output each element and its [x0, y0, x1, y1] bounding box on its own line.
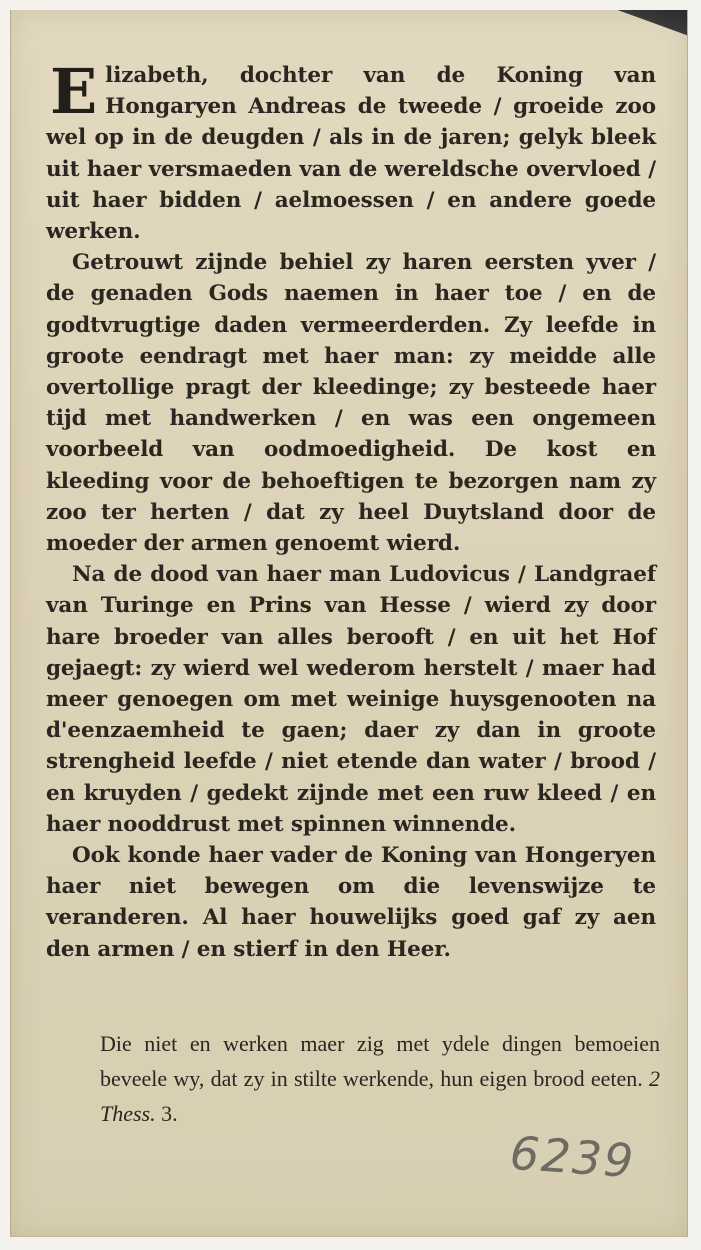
epigraph: [100, 1026, 660, 1131]
paragraph-2: Getrouwt zijnde behiel zy haren eersten yver / de genaden Gods naemen in haer toe / en de godtvrugtige daden vermeerderden. Zy leefde in groote eendragt met haer man: zy meidde alle overtollige pragt der kleedinge; zy besteede haer tijd met handwerken / en was een ongemeen voorbeeld van oodmoedigheid. De kost en kleeding voor de behoeftigen te bezorgen nam zy zoo ter herten / dat zy heel Duytsland door de moeder der armen genoemt wierd.: [46, 250, 656, 557]
dropcap-initial: E: [50, 55, 98, 128]
paragraph-1-text: lizabeth, dochter van de Koning van Hongaryen Andreas de tweede / groeide zoo wel op in de deugden / als in de jaren; gelyk bleek uit haer versmaeden van de wereldsche overvloed / uit haer bidden / aelmoessen / en andere goede werken.: [46, 63, 656, 245]
paragraph-3: Na de dood van haer man Ludovicus / Landgraef van Turinge en Prins van Hesse / wierd zy door hare broeder van alles berooft / en uit het Hof gejaegt: zy wierd wel wederom herstelt / maer had meer genoegen om met weinige huysgenooten na d'eenzaemheid te gaen; daer zy dan in groote strengheid leefde / niet etende dan water / brood / en kruyden / gedekt zijnde met een ruw kleed / en haer nooddrust met spinnen winnende.: [46, 562, 656, 837]
epigraph-reference-chapter: 3.: [161, 1101, 178, 1126]
body-text: [46, 55, 656, 965]
paragraph-1: [46, 55, 656, 247]
epigraph-reference-book: 2 Thess.: [100, 1066, 661, 1126]
scan-corner-shadow: [617, 10, 687, 40]
paragraph-4: Ook konde haer vader de Koning van Hongeryen haer niet bewegen om die levenswijze te veranderen. Al haer houwelijks goed gaf zy aen den armen / en stierf in den Heer.: [46, 843, 656, 962]
handwritten-inventory-number: 6239: [508, 1125, 637, 1189]
epigraph-text: Die niet en werken maer zig met ydele dingen bemoeien beveele wy, dat zy in stilte werkende, hun eigen brood eeten.: [100, 1031, 660, 1091]
